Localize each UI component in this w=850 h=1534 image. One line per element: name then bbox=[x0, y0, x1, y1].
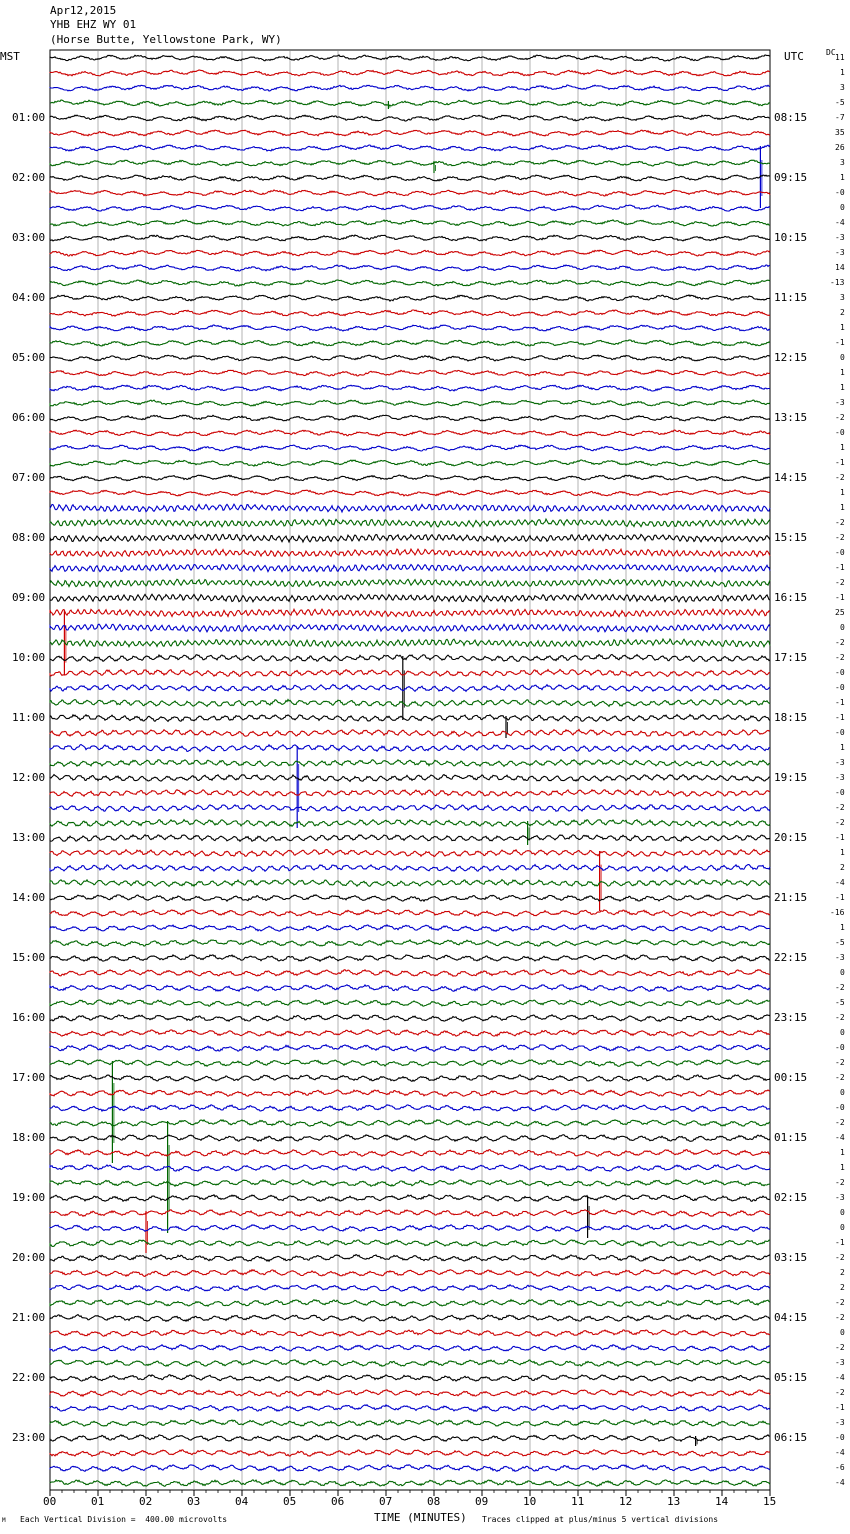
left-hour-label-4: 05:00 bbox=[12, 351, 46, 364]
dc-offset-68: -2 bbox=[835, 1073, 845, 1082]
dc-offset-64: -2 bbox=[835, 1013, 845, 1022]
trace-94 bbox=[50, 1465, 770, 1472]
left-hour-label-3: 04:00 bbox=[12, 291, 46, 304]
right-hour-label-20: 04:15 bbox=[774, 1311, 808, 1324]
x-tick-label-13: 13 bbox=[667, 1495, 681, 1508]
trace-83 bbox=[50, 1300, 770, 1307]
dc-offset-52: -1 bbox=[835, 833, 845, 842]
trace-16 bbox=[50, 295, 770, 301]
right-hour-label-17: 01:15 bbox=[774, 1131, 808, 1144]
x-tick-label-14: 14 bbox=[715, 1495, 729, 1508]
dc-offset-55: -4 bbox=[835, 878, 845, 887]
trace-27 bbox=[50, 460, 770, 466]
trace-86 bbox=[50, 1345, 770, 1351]
trace-1 bbox=[50, 70, 770, 76]
x-tick-label-08: 08 bbox=[427, 1495, 441, 1508]
trace-61 bbox=[50, 970, 770, 977]
dc-offset-51: -2 bbox=[835, 818, 845, 827]
right-hour-label-18: 02:15 bbox=[774, 1191, 808, 1204]
left-hour-label-13: 14:00 bbox=[12, 891, 46, 904]
right-hour-label-8: 16:15 bbox=[774, 591, 808, 604]
header-location: (Horse Butte, Yellowstone Park, WY) bbox=[50, 33, 282, 46]
trace-23 bbox=[50, 400, 770, 406]
dc-offset-86: -2 bbox=[835, 1343, 845, 1352]
dc-offset-63: -5 bbox=[835, 998, 845, 1007]
dc-offset-59: -5 bbox=[835, 938, 845, 947]
trace-73 bbox=[50, 1150, 770, 1157]
trace-43 bbox=[50, 700, 770, 707]
dc-offset-70: -0 bbox=[835, 1103, 845, 1112]
trace-82 bbox=[50, 1285, 770, 1292]
dc-offset-53: 1 bbox=[840, 848, 845, 857]
dc-offset-26: 1 bbox=[840, 443, 845, 452]
trace-62 bbox=[50, 985, 770, 992]
dc-offset-82: 2 bbox=[840, 1283, 845, 1292]
x-tick-label-12: 12 bbox=[619, 1495, 633, 1508]
trace-35 bbox=[50, 579, 770, 587]
trace-36 bbox=[50, 594, 770, 602]
right-hour-label-11: 19:15 bbox=[774, 771, 808, 784]
x-tick-label-05: 05 bbox=[283, 1495, 297, 1508]
clip-note: Traces clipped at plus/minus 5 vertical divisions bbox=[482, 1515, 719, 1524]
trace-81 bbox=[50, 1270, 770, 1277]
dc-offset-79: -1 bbox=[835, 1238, 845, 1247]
dc-offset-27: -1 bbox=[835, 458, 845, 467]
dc-offset-9: -0 bbox=[835, 188, 845, 197]
trace-18 bbox=[50, 325, 770, 331]
dc-offset-76: -3 bbox=[835, 1193, 845, 1202]
dc-offset-62: -2 bbox=[835, 983, 845, 992]
dc-offset-1: 1 bbox=[840, 68, 845, 77]
trace-95 bbox=[50, 1480, 770, 1487]
dc-offset-78: 0 bbox=[840, 1223, 845, 1232]
trace-53 bbox=[50, 850, 770, 857]
dc-offset-28: -2 bbox=[835, 473, 845, 482]
right-hour-label-21: 05:15 bbox=[774, 1371, 808, 1384]
trace-60 bbox=[50, 955, 770, 961]
dc-offset-66: -0 bbox=[835, 1043, 845, 1052]
left-hour-label-0: 01:00 bbox=[12, 111, 46, 124]
dc-offset-6: 26 bbox=[835, 143, 845, 152]
dc-offset-54: 2 bbox=[840, 863, 845, 872]
left-hour-label-16: 17:00 bbox=[12, 1071, 46, 1084]
trace-88 bbox=[50, 1375, 770, 1381]
left-hour-label-17: 18:00 bbox=[12, 1131, 46, 1144]
dc-offset-31: -2 bbox=[835, 518, 845, 527]
trace-28 bbox=[50, 475, 770, 481]
x-tick-label-02: 02 bbox=[139, 1495, 153, 1508]
dc-offset-46: 1 bbox=[840, 743, 845, 752]
dc-offset-39: -2 bbox=[835, 638, 845, 647]
right-hour-label-5: 13:15 bbox=[774, 411, 808, 424]
dc-offset-37: 25 bbox=[835, 608, 845, 617]
trace-58 bbox=[50, 925, 770, 931]
dc-offset-34: -1 bbox=[835, 563, 845, 572]
trace-42 bbox=[50, 685, 770, 692]
right-hour-label-15: 23:15 bbox=[774, 1011, 808, 1024]
trace-44 bbox=[50, 715, 770, 722]
dc-offset-47: -3 bbox=[835, 758, 845, 767]
dc-offset-5: 35 bbox=[835, 128, 845, 137]
dc-offset-43: -1 bbox=[835, 698, 845, 707]
dc-offset-89: -2 bbox=[835, 1388, 845, 1397]
dc-offset-17: 2 bbox=[840, 308, 845, 317]
dc-offset-93: -4 bbox=[835, 1448, 845, 1457]
dc-offset-20: 0 bbox=[840, 353, 845, 362]
trace-20 bbox=[50, 355, 770, 361]
dc-offset-19: -1 bbox=[835, 338, 845, 347]
left-hour-label-11: 12:00 bbox=[12, 771, 46, 784]
x-tick-label-03: 03 bbox=[187, 1495, 201, 1508]
left-hour-label-15: 16:00 bbox=[12, 1011, 46, 1024]
left-hour-label-1: 02:00 bbox=[12, 171, 46, 184]
trace-17 bbox=[50, 310, 770, 316]
dc-offset-0: 11 bbox=[835, 53, 845, 62]
trace-49 bbox=[50, 790, 770, 797]
trace-55 bbox=[50, 880, 770, 887]
trace-37 bbox=[50, 609, 770, 617]
dc-offset-56: -1 bbox=[835, 893, 845, 902]
trace-29 bbox=[50, 490, 770, 496]
trace-22 bbox=[50, 385, 770, 391]
dc-offset-30: 1 bbox=[840, 503, 845, 512]
dc-offset-84: -2 bbox=[835, 1313, 845, 1322]
dc-offset-85: 0 bbox=[840, 1328, 845, 1337]
dc-offset-21: 1 bbox=[840, 368, 845, 377]
dc-offset-32: -2 bbox=[835, 533, 845, 542]
trace-14 bbox=[50, 265, 770, 271]
x-tick-label-10: 10 bbox=[523, 1495, 537, 1508]
dc-offset-80: -2 bbox=[835, 1253, 845, 1262]
left-hour-label-18: 19:00 bbox=[12, 1191, 46, 1204]
right-hour-label-6: 14:15 bbox=[774, 471, 808, 484]
dc-offset-90: -1 bbox=[835, 1403, 845, 1412]
dc-offset-83: -2 bbox=[835, 1298, 845, 1307]
dc-offset-72: -4 bbox=[835, 1133, 845, 1142]
dc-offset-44: -1 bbox=[835, 713, 845, 722]
trace-70 bbox=[50, 1105, 770, 1111]
trace-85 bbox=[50, 1330, 770, 1337]
left-timezone-label: MST bbox=[0, 50, 20, 63]
trace-52 bbox=[50, 835, 770, 842]
right-hour-label-3: 11:15 bbox=[774, 291, 808, 304]
left-hour-label-19: 20:00 bbox=[12, 1251, 46, 1264]
trace-9 bbox=[50, 190, 770, 196]
left-hour-label-14: 15:00 bbox=[12, 951, 46, 964]
right-hour-label-0: 08:15 bbox=[774, 111, 808, 124]
dc-offset-58: 1 bbox=[840, 923, 845, 932]
trace-89 bbox=[50, 1390, 770, 1397]
dc-offset-48: -3 bbox=[835, 773, 845, 782]
trace-91 bbox=[50, 1420, 770, 1426]
trace-4 bbox=[50, 115, 770, 121]
dc-offset-3: -5 bbox=[835, 98, 845, 107]
trace-33 bbox=[50, 549, 770, 557]
trace-79 bbox=[50, 1240, 770, 1247]
trace-15 bbox=[50, 280, 770, 286]
dc-offset-91: -3 bbox=[835, 1418, 845, 1427]
dc-offset-45: -0 bbox=[835, 728, 845, 737]
dc-offset-61: 0 bbox=[840, 968, 845, 977]
trace-19 bbox=[50, 340, 770, 346]
dc-offset-87: -3 bbox=[835, 1358, 845, 1367]
dc-offset-24: -2 bbox=[835, 413, 845, 422]
dc-offset-57: -16 bbox=[830, 908, 845, 917]
dc-offset-73: 1 bbox=[840, 1148, 845, 1157]
trace-92 bbox=[50, 1435, 770, 1441]
corner-mark: M bbox=[2, 1517, 6, 1524]
left-hour-label-10: 11:00 bbox=[12, 711, 46, 724]
trace-6 bbox=[50, 145, 770, 151]
scale-note: Each Vertical Division = 400.00 microvolts bbox=[20, 1515, 228, 1524]
trace-87 bbox=[50, 1360, 770, 1367]
dc-offset-69: 0 bbox=[840, 1088, 845, 1097]
dc-offset-74: 1 bbox=[840, 1163, 845, 1172]
right-hour-label-16: 00:15 bbox=[774, 1071, 808, 1084]
right-hour-label-10: 18:15 bbox=[774, 711, 808, 724]
dc-offset-77: 0 bbox=[840, 1208, 845, 1217]
dc-offset-92: -0 bbox=[835, 1433, 845, 1442]
trace-74 bbox=[50, 1165, 770, 1171]
dc-offset-29: 1 bbox=[840, 488, 845, 497]
x-tick-label-04: 04 bbox=[235, 1495, 249, 1508]
trace-12 bbox=[50, 235, 770, 241]
trace-57 bbox=[50, 910, 770, 917]
right-hour-label-1: 09:15 bbox=[774, 171, 808, 184]
trace-21 bbox=[50, 370, 770, 376]
trace-80 bbox=[50, 1255, 770, 1262]
trace-76 bbox=[50, 1195, 770, 1202]
trace-30 bbox=[50, 504, 770, 512]
header-date: Apr12,2015 bbox=[50, 4, 117, 17]
dc-offset-67: -2 bbox=[835, 1058, 845, 1067]
dc-offset-25: -0 bbox=[835, 428, 845, 437]
trace-25 bbox=[50, 430, 770, 436]
trace-93 bbox=[50, 1450, 770, 1456]
trace-32 bbox=[50, 534, 770, 542]
left-hour-label-6: 07:00 bbox=[12, 471, 46, 484]
trace-34 bbox=[50, 564, 770, 571]
dc-offset-88: -4 bbox=[835, 1373, 845, 1382]
x-tick-label-01: 01 bbox=[91, 1495, 105, 1508]
dc-offset-22: 1 bbox=[840, 383, 845, 392]
trace-31 bbox=[50, 519, 770, 527]
plot-frame bbox=[50, 50, 770, 1490]
trace-51 bbox=[50, 820, 770, 827]
trace-26 bbox=[50, 445, 770, 451]
trace-40 bbox=[50, 655, 770, 662]
dc-offset-13: -3 bbox=[835, 248, 845, 257]
right-hour-label-2: 10:15 bbox=[774, 231, 808, 244]
dc-offset-40: -2 bbox=[835, 653, 845, 662]
dc-offset-38: 0 bbox=[840, 623, 845, 632]
trace-38 bbox=[50, 624, 770, 632]
right-hour-label-22: 06:15 bbox=[774, 1431, 808, 1444]
trace-48 bbox=[50, 775, 770, 782]
trace-54 bbox=[50, 865, 770, 872]
header-station: YHB EHZ WY 01 bbox=[50, 18, 137, 31]
trace-56 bbox=[50, 895, 770, 901]
right-hour-label-9: 17:15 bbox=[774, 651, 808, 664]
right-hour-label-7: 15:15 bbox=[774, 531, 808, 544]
trace-69 bbox=[50, 1090, 770, 1097]
trace-5 bbox=[50, 130, 770, 136]
dc-offset-12: -3 bbox=[835, 233, 845, 242]
trace-66 bbox=[50, 1045, 770, 1052]
x-tick-label-06: 06 bbox=[331, 1495, 345, 1508]
trace-39 bbox=[50, 639, 770, 647]
dc-offset-95: -4 bbox=[835, 1478, 845, 1487]
trace-68 bbox=[50, 1075, 770, 1082]
dc-offset-71: -2 bbox=[835, 1118, 845, 1127]
trace-84 bbox=[50, 1315, 770, 1322]
trace-63 bbox=[50, 1000, 770, 1006]
dc-label: DC bbox=[826, 48, 836, 57]
left-hour-label-12: 13:00 bbox=[12, 831, 46, 844]
dc-offset-42: -0 bbox=[835, 683, 845, 692]
dc-offset-23: -3 bbox=[835, 398, 845, 407]
trace-67 bbox=[50, 1060, 770, 1067]
trace-65 bbox=[50, 1030, 770, 1036]
dc-offset-94: -6 bbox=[835, 1463, 845, 1472]
x-axis-title: TIME (MINUTES) bbox=[374, 1511, 467, 1524]
dc-offset-75: -2 bbox=[835, 1178, 845, 1187]
trace-0 bbox=[50, 55, 770, 61]
dc-offset-18: 1 bbox=[840, 323, 845, 332]
dc-offset-15: -13 bbox=[830, 278, 845, 287]
x-tick-label-09: 09 bbox=[475, 1495, 489, 1508]
dc-offset-81: 2 bbox=[840, 1268, 845, 1277]
dc-offset-50: -2 bbox=[835, 803, 845, 812]
dc-offset-7: 3 bbox=[840, 158, 845, 167]
left-hour-label-21: 22:00 bbox=[12, 1371, 46, 1384]
dc-offset-14: 14 bbox=[835, 263, 845, 272]
dc-offset-49: -0 bbox=[835, 788, 845, 797]
left-hour-label-22: 23:00 bbox=[12, 1431, 46, 1444]
dc-offset-16: 3 bbox=[840, 293, 845, 302]
dc-offset-10: 0 bbox=[840, 203, 845, 212]
left-hour-label-8: 09:00 bbox=[12, 591, 46, 604]
dc-offset-33: -0 bbox=[835, 548, 845, 557]
trace-11 bbox=[50, 220, 770, 226]
dc-offset-36: -1 bbox=[835, 593, 845, 602]
right-hour-label-12: 20:15 bbox=[774, 831, 808, 844]
right-hour-label-19: 03:15 bbox=[774, 1251, 808, 1264]
left-hour-label-7: 08:00 bbox=[12, 531, 46, 544]
trace-41 bbox=[50, 670, 770, 677]
trace-71 bbox=[50, 1120, 770, 1126]
trace-2 bbox=[50, 85, 770, 91]
trace-45 bbox=[50, 730, 770, 737]
right-hour-label-13: 21:15 bbox=[774, 891, 808, 904]
dc-offset-65: 0 bbox=[840, 1028, 845, 1037]
trace-7 bbox=[50, 160, 770, 166]
trace-50 bbox=[50, 805, 770, 812]
dc-offset-60: -3 bbox=[835, 953, 845, 962]
trace-13 bbox=[50, 250, 770, 256]
dc-offset-8: 1 bbox=[840, 173, 845, 182]
right-hour-label-14: 22:15 bbox=[774, 951, 808, 964]
trace-8 bbox=[50, 175, 770, 181]
left-hour-label-2: 03:00 bbox=[12, 231, 46, 244]
right-hour-label-4: 12:15 bbox=[774, 351, 808, 364]
right-timezone-label: UTC bbox=[784, 50, 804, 63]
dc-offset-35: -2 bbox=[835, 578, 845, 587]
trace-64 bbox=[50, 1015, 770, 1022]
trace-77 bbox=[50, 1210, 770, 1217]
trace-24 bbox=[50, 415, 770, 421]
trace-3 bbox=[50, 100, 770, 106]
left-hour-label-9: 10:00 bbox=[12, 651, 46, 664]
trace-59 bbox=[50, 940, 770, 946]
trace-78 bbox=[50, 1225, 770, 1232]
dc-offset-4: -7 bbox=[835, 113, 845, 122]
trace-46 bbox=[50, 745, 770, 752]
trace-10 bbox=[50, 205, 770, 211]
dc-offset-11: -4 bbox=[835, 218, 845, 227]
x-tick-label-07: 07 bbox=[379, 1495, 393, 1508]
dc-offset-41: -0 bbox=[835, 668, 845, 677]
trace-47 bbox=[50, 760, 770, 767]
dc-offset-2: 3 bbox=[840, 83, 845, 92]
trace-72 bbox=[50, 1135, 770, 1142]
trace-90 bbox=[50, 1405, 770, 1411]
trace-75 bbox=[50, 1180, 770, 1187]
x-tick-label-15: 15 bbox=[763, 1495, 777, 1508]
left-hour-label-20: 21:00 bbox=[12, 1311, 46, 1324]
left-hour-label-5: 06:00 bbox=[12, 411, 46, 424]
x-tick-label-11: 11 bbox=[571, 1495, 585, 1508]
x-tick-label-00: 00 bbox=[43, 1495, 57, 1508]
